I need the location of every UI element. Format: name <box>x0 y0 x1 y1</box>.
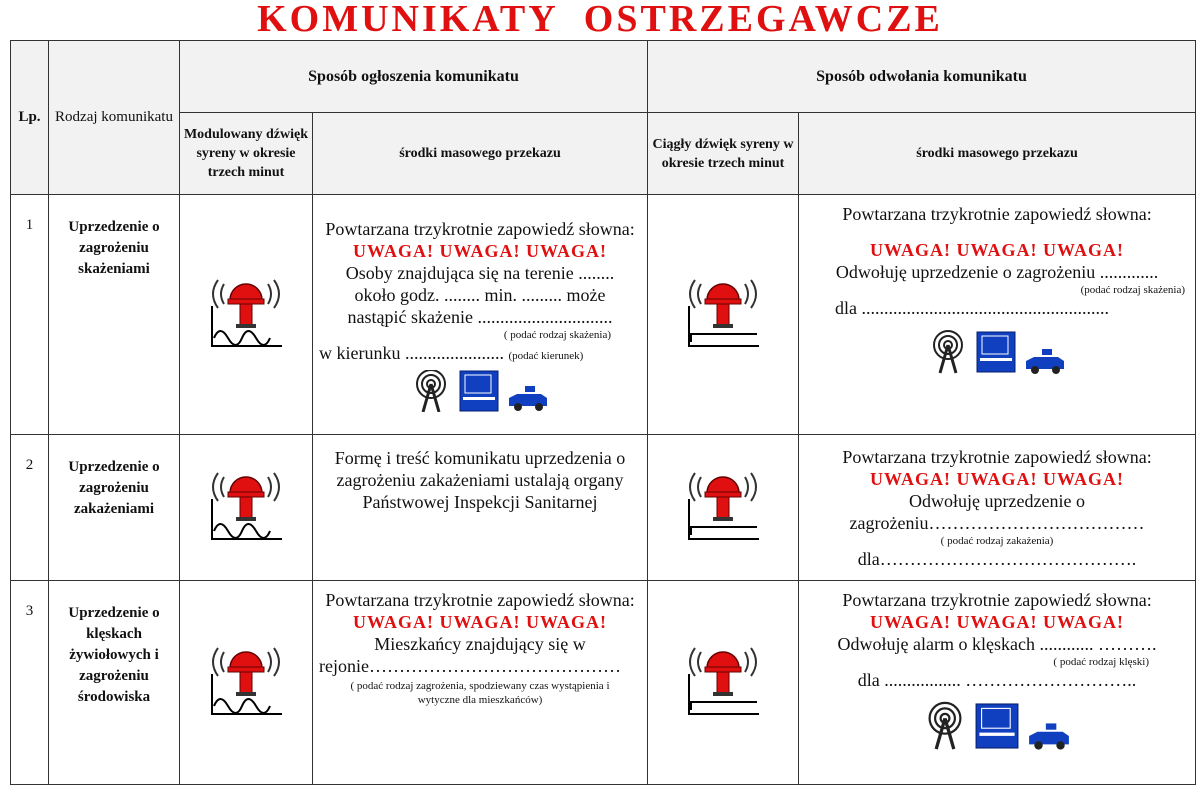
announcement-note: ( podać rodzaj skażenia) <box>503 328 612 341</box>
announcement-cell <box>313 195 648 435</box>
header-srodki-odwolanie: środki masowego przekazu <box>799 113 1196 195</box>
header-odwolanie: Sposób odwołania komunikatu <box>648 41 1196 113</box>
table-row <box>11 435 1196 581</box>
header-srodki-ogloszenie: środki masowego przekazu <box>313 113 648 195</box>
table-row <box>11 195 1196 435</box>
warning-messages-table <box>10 40 1196 785</box>
revocation-note: (podać rodzaj skażenia) <box>1080 284 1186 296</box>
header-modulowany: Modulowany dźwięk syreny w okresie trzech minut <box>180 113 313 195</box>
revocation-note: ( podać rodzaj klęski) <box>1053 656 1150 668</box>
revocation-line: Odwołuję uprzedzenie o zagrożeniu ............. <box>835 262 1159 282</box>
announcement-line: w kierunku ...................... <box>319 342 504 363</box>
row-rodzaj: Uprzedzenie o zagrożeniu zakażeniami <box>49 435 180 581</box>
loudspeaker-car-icon <box>507 384 549 412</box>
uwaga-text: UWAGA! UWAGA! UWAGA! <box>353 612 607 632</box>
revocation-cell <box>799 581 1196 785</box>
loudspeaker-car-icon <box>1027 721 1071 751</box>
announcement-line: Powtarzana trzykrotnie zapowiedź słowna: <box>325 590 635 610</box>
header-ogloszenie: Sposób ogłoszenia komunikatu <box>180 41 648 113</box>
revocation-note: ( podać rodzaj zakażenia) <box>940 534 1054 547</box>
uwaga-text: UWAGA! UWAGA! UWAGA! <box>870 612 1125 632</box>
siren-continuous-icon <box>683 272 763 352</box>
siren-modulated-icon <box>206 272 286 352</box>
header-ciagly: Ciągły dźwięk syreny w okresie trzech minut <box>648 113 799 195</box>
announcement-line: Formę i treść komunikatu uprzedzenia o zagrożeniu zakażeniami ustalają organy Państwowej Inspekcji Sanitarnej <box>334 448 626 512</box>
announcement-line: Osoby znajdująca się na terenie ........ <box>345 262 615 283</box>
uwaga-text: UWAGA! UWAGA! UWAGA! <box>353 240 607 261</box>
mass-media-icons <box>805 329 1189 375</box>
mass-media-icons <box>805 701 1189 751</box>
revocation-cell <box>799 435 1196 581</box>
radio-tower-icon <box>411 370 451 412</box>
revocation-line: zagrożeniu……………………………… <box>849 512 1145 533</box>
header-rodzaj: Rodzaj komunikatu <box>49 41 180 195</box>
announcement-note: ( podać rodzaj zagrożenia, spodziewany czas wystąpienia i wytyczne dla mieszkańców) <box>350 680 610 706</box>
revocation-line: Powtarzana trzykrotnie zapowiedź słowna: <box>842 590 1152 610</box>
siren-modulated-icon <box>206 640 286 720</box>
row-lp: 3 <box>11 581 49 785</box>
announcement-line: Powtarzana trzykrotnie zapowiedź słowna: <box>325 218 635 239</box>
announcement-cell <box>313 435 648 581</box>
siren-modulated-cell <box>180 195 313 435</box>
tv-icon <box>975 701 1019 751</box>
mass-media-icons <box>319 370 641 412</box>
announcement-line: około godz. ........ min. ......... może <box>354 284 606 305</box>
revocation-line: dla ................. ……………………….. <box>857 670 1137 690</box>
revocation-cell <box>799 195 1196 435</box>
announcement-cell <box>313 581 648 785</box>
siren-modulated-cell <box>180 581 313 785</box>
announcement-line: rejonie…………………………………… <box>319 656 621 676</box>
loudspeaker-car-icon <box>1024 347 1066 375</box>
revocation-line: Powtarzana trzykrotnie zapowiedź słowna: <box>842 446 1152 467</box>
siren-continuous-cell <box>648 581 799 785</box>
row-lp: 1 <box>11 195 49 435</box>
announcement-note: (podać kierunek) <box>508 349 584 362</box>
tv-icon <box>976 329 1016 375</box>
row-rodzaj: Uprzedzenie o klęskach żywiołowych i zagrożeniu środowiska <box>49 581 180 785</box>
radio-tower-icon <box>928 329 968 375</box>
uwaga-text: UWAGA! UWAGA! UWAGA! <box>870 240 1125 260</box>
uwaga-text: UWAGA! UWAGA! UWAGA! <box>870 468 1125 489</box>
radio-tower-icon <box>923 701 967 751</box>
siren-modulated-cell <box>180 435 313 581</box>
revocation-line: Odwołuję alarm o klęskach ............ ………. <box>837 634 1157 654</box>
siren-modulated-icon <box>206 465 286 545</box>
siren-continuous-cell <box>648 435 799 581</box>
revocation-line: Odwołuję uprzedzenie o <box>909 490 1085 511</box>
tv-icon <box>459 370 499 412</box>
revocation-line: Powtarzana trzykrotnie zapowiedź słowna: <box>842 204 1152 224</box>
siren-continuous-icon <box>683 640 763 720</box>
announcement-line: Mieszkańcy znajdujący się w <box>374 634 586 654</box>
siren-continuous-icon <box>683 465 763 545</box>
row-lp: 2 <box>11 435 49 581</box>
announcement-line: nastąpić skażenie .............................. <box>347 306 613 327</box>
row-rodzaj: Uprzedzenie o zagrożeniu skażeniami <box>49 195 180 435</box>
siren-continuous-cell <box>648 195 799 435</box>
table-row <box>11 581 1196 785</box>
header-lp: Lp. <box>11 41 49 195</box>
revocation-line: dla……………………………………. <box>857 548 1137 569</box>
page-title: KOMUNIKATY OSTRZEGAWCZE <box>257 0 943 40</box>
revocation-line: dla ....................................................... <box>835 298 1110 318</box>
